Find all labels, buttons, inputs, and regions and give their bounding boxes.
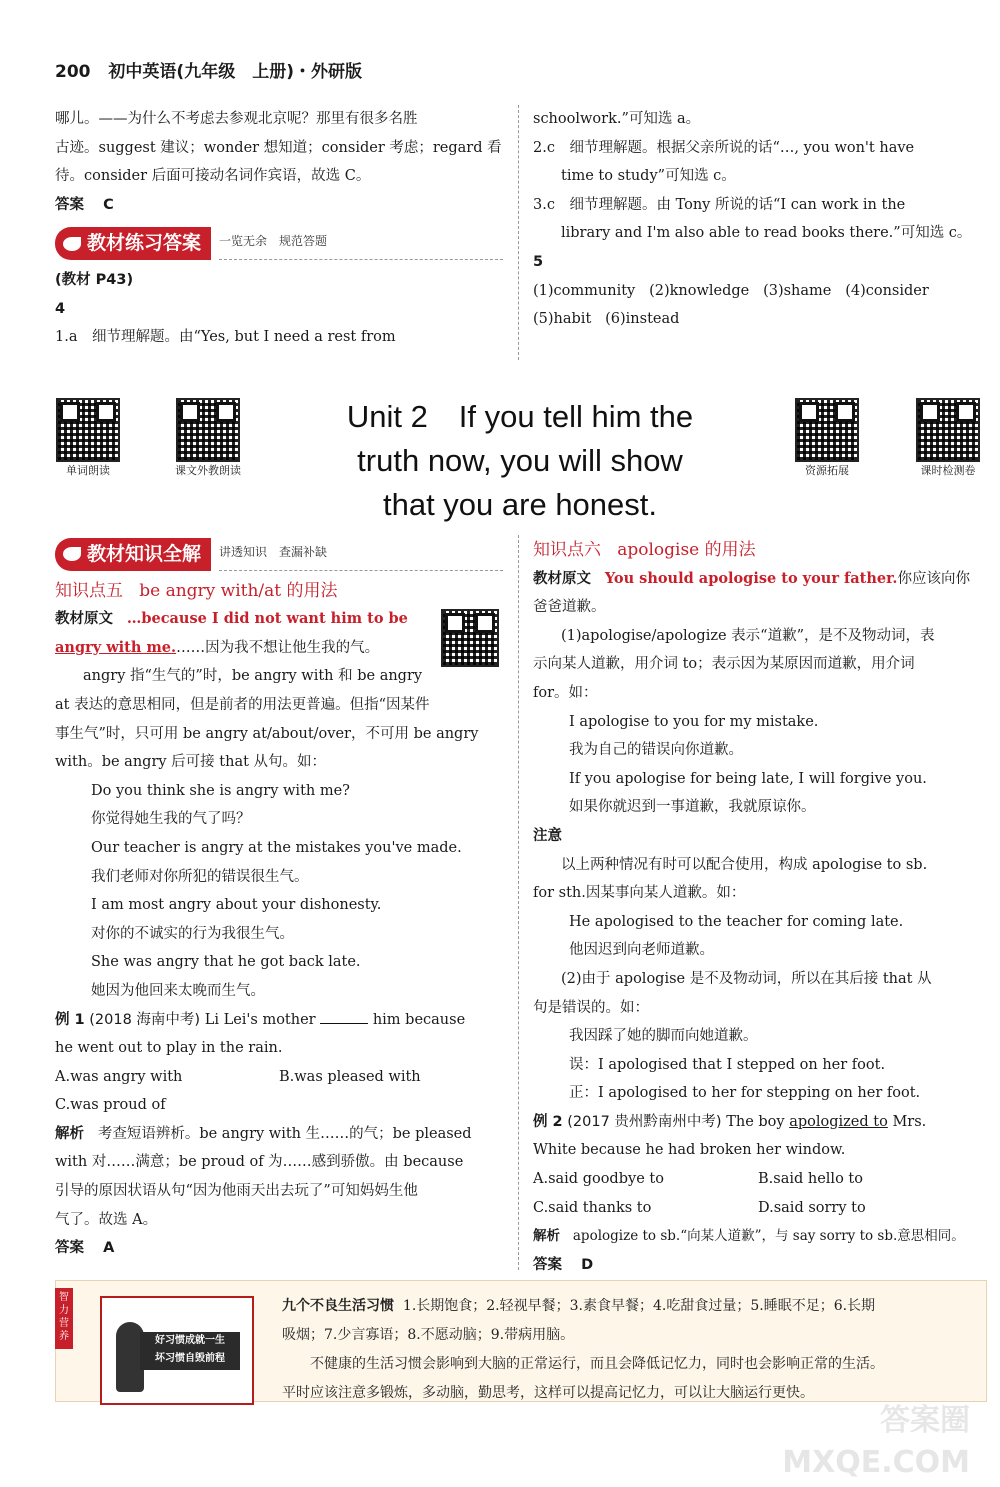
option: D.said sorry to [758,1199,866,1216]
column-divider [518,535,519,1270]
qr-label: 课文外教朗读 [175,464,241,477]
unit-title-line: Unit 2 If you tell him the [346,399,694,434]
example-line: Do you think she is angry with me? [91,782,350,799]
option: C.was proud of [55,1097,166,1114]
qr-code-icon[interactable] [441,609,499,667]
example-line: 对你的不诚实的行为我很生气。 [91,925,294,942]
unit-title-line: that you are honest. [382,487,658,522]
speech-bubble-icon [63,547,81,561]
answer-value: A [103,1240,115,1257]
text-line: (1)apologise/apologize 表示“道歉”，是不及物动词，表 [561,627,935,644]
text-line: (2)由于 apologise 是不及物动词，所以在其后接 that 从 [561,970,932,987]
example-line: 他因迟到向老师道歉。 [569,942,714,959]
option: C.said thanks to [533,1199,652,1216]
answer-label: 答案 [55,1240,84,1257]
knowledge-point-title: 知识点六 apologise 的用法 [533,540,756,560]
text-line: with 对……满意；be proud of 为……感到骄傲。由 because [55,1154,464,1171]
text-line: at 表达的意思相同，但是前者的用法更普遍。但指“因某件 [55,696,430,713]
text-line: 2.c 细节理解题。根据父亲所说的话“…, you won't have [533,139,915,156]
text-line: 哪儿。——为什么不考虑去参观北京呢？那里有很多名胜 [55,111,418,127]
tip-title: 九个不良生活习惯 [282,1298,394,1314]
section-band-knowledge [55,538,503,571]
right-main-column [533,530,983,1279]
text-line: for。如： [533,684,598,701]
qr-label: 资源拓展 [805,464,849,477]
answer-item: (1)community [533,282,636,299]
example-line: 我们老师对你所犯的错误很生气。 [91,868,309,885]
example-line: 如果你就迟到一事道歉，我就原谅你。 [569,799,816,816]
page-number: 200 [55,62,91,82]
text-line: White because he had broken her window. [533,1142,846,1159]
band-title: 教材知识全解 [55,538,211,571]
example-line: He apologised to the teacher for coming late. [569,913,904,930]
answer-item: (3)shame [763,282,832,299]
answer-row [55,1234,503,1263]
text-line: angry 指“生气的”时，be angry with 和 be angry [83,668,423,685]
text-line: 句是错误的。如： [533,999,649,1016]
example-source: (2017 贵州黔南州中考) [567,1113,722,1130]
tip-line: 平时应该注意多锻炼，多动脑，勤思考，这样可以提高记忆力，可以让大脑运行更快。 [282,1385,814,1401]
example-line: 我为自己的错误向你道歉。 [569,742,743,759]
answer-label: 答案 [533,1256,562,1273]
answer-label: 答案 [55,196,84,213]
options-row [533,1165,983,1194]
source-text-block [55,605,503,662]
example-line: 我因踩了她的脚而向她道歉。 [569,1028,758,1045]
analysis-label: 解析 [533,1228,560,1245]
text-line: library and I'm also able to read books there.”可知选 c。 [561,225,972,242]
answer-item: (6)instead [605,311,680,328]
tip-line: 吸烟；7.少言寡语；8.不愿动脑；9.带病用脑。 [282,1327,575,1343]
illustration-sign: 好习惯成就一生 坏习惯自毁前程 [140,1332,240,1370]
left-top-column [55,105,503,352]
option: B.was pleased with [279,1068,421,1085]
options-row [55,1063,503,1092]
example-line: 正：I apologised to her for stepping on her foot. [569,1085,921,1102]
qr-code-icon[interactable] [916,398,980,462]
qr-code-icon[interactable] [795,398,859,462]
qr-label: 课时检测卷 [920,464,976,477]
text-line: he went out to play in the rain. [55,1040,283,1057]
answer-item: (2)knowledge [649,282,750,299]
tip-line: 不健康的生活习惯会影响到大脑的正常运行，而且会降低记忆力，同时也会影响正常的生活。 [310,1356,884,1372]
band-title: 教材练习答案 [55,227,211,260]
note-label: 注意 [533,827,562,844]
options-row [533,1194,983,1223]
section-band-exercise [55,227,503,260]
knowledge-point-title: 知识点五 be angry with/at 的用法 [55,580,338,601]
section-number: 5 [533,253,544,270]
example-line: I am most angry about your dishonesty. [91,897,382,914]
band-subtitle: 讲透知识 查漏补缺 [219,538,503,571]
answer-row [55,191,503,220]
source-label: 教材原文 [55,611,113,628]
text-line: 爸爸道歉。 [533,599,606,616]
tip-line: 九个不良生活习惯 1.长期饱食；2.轻视早餐；3.素食早餐；4.吃甜食过量；5.睡眠不足；6.长期 [282,1298,876,1314]
source-chinese: 你应该向你 [897,570,970,587]
qr-code-icon[interactable] [56,398,120,462]
watermark: 答案圈 MXQE.COM [782,1403,970,1480]
page-header [55,57,362,82]
example-question: 例 1 (2018 海南中考) Li Lei's mother him because [55,1011,466,1028]
example-line: I apologise to you for my mistake. [569,713,819,730]
answer-item: (4)consider [845,282,929,299]
answer-item: (5)habit [533,311,592,328]
answer-value: D [581,1256,594,1273]
example-line: She was angry that he got back late. [91,954,361,971]
answer-blank [320,1023,368,1024]
option: A.said goodbye to [533,1171,664,1188]
source-chinese: ……因为我不想让他生我的气。 [176,639,380,656]
text-line: 3.c 细节理解题。由 Tony 所说的话“I can work in the [533,196,906,213]
text-line: 1.a 细节理解题。由“Yes, but I need a rest from [55,329,396,346]
example-line: Our teacher is angry at the mistakes you've made. [91,839,462,856]
book-title: 初中英语(九年级 上册)・外研版 [108,62,362,82]
analysis-line: 解析 apologize to sb.“向某人道歉”，与 say sorry to sb.意思相同。 [533,1228,965,1245]
answers-row [533,305,983,334]
analysis-label: 解析 [55,1125,84,1142]
example-line: 她因为他回来太晚而生气。 [91,982,265,999]
source-english: …because I did not want him to be [126,610,408,628]
example-label: 例 2 [533,1113,563,1130]
analysis-line: 解析 考查短语辨析。be angry with 生……的气；be pleased [55,1125,472,1142]
tip-illustration [100,1296,254,1405]
example-label: 例 1 [55,1011,85,1028]
example-line: If you apologise for being late, I will forgive you. [569,770,927,787]
textbook-ref: (教材 P43) [55,271,134,288]
text-line: 气了。故选 A。 [55,1211,158,1228]
right-top-column [533,105,983,334]
answer-value: C [103,196,114,213]
example-line: 你觉得她生我的气了吗？ [91,811,251,828]
text-line: with。be angry 后可接 that 从句。如： [55,754,327,771]
unit-title-line: truth now, you will show [357,443,683,478]
example-source: (2018 海南中考) [89,1011,201,1028]
example-line: 误：I apologised that I stepped on her foot. [569,1056,886,1073]
band-subtitle: 一览无余 规范答题 [219,227,503,260]
text-line: 示向某人道歉，用介词 to；表示因为某原因而道歉，用介词 [533,656,915,673]
text-line: 古迹。suggest 建议；wonder 想知道；consider 考虑；regard 看 [55,139,502,156]
tip-tab: 智力营养 [55,1288,73,1349]
text-line: 事生气”时，只可用 be angry at/about/over，不可用 be angry [55,725,479,742]
left-main-column [55,530,503,1263]
text-line: 引导的原因状语从句“因为他雨天出去玩了”可知妈妈生他 [55,1183,418,1200]
text-line: schoolwork.”可知选 a。 [533,111,701,127]
section-number: 4 [55,300,66,317]
option: A.was angry with [55,1068,183,1085]
column-divider [518,105,519,360]
example-question: 例 2 (2017 贵州黔南州中考) The boy apologized to Mrs. [533,1113,927,1130]
text-line: 待。consider 后面可接动名词作宾语，故选 C。 [55,168,371,185]
answers-row [533,277,983,306]
speech-bubble-icon [63,237,81,251]
qr-code-icon[interactable] [176,398,240,462]
unit-title [300,395,740,527]
answer-row [533,1251,983,1280]
source-english-cont: angry with me. [55,638,177,656]
text-line: time to study”可知选 c。 [561,168,736,185]
source-label: 教材原文 [533,570,591,587]
qr-label: 单词朗读 [66,464,110,477]
option: B.said hello to [758,1171,863,1188]
underlined-phrase: apologized to [789,1113,888,1130]
text-line: for sth.因某事向某人道歉。如： [533,885,746,902]
text-line: 以上两种情况有时可以配合使用，构成 apologise to sb. [561,856,928,873]
source-english: You should apologise to your father. [604,569,898,587]
tip-text [282,1292,974,1408]
